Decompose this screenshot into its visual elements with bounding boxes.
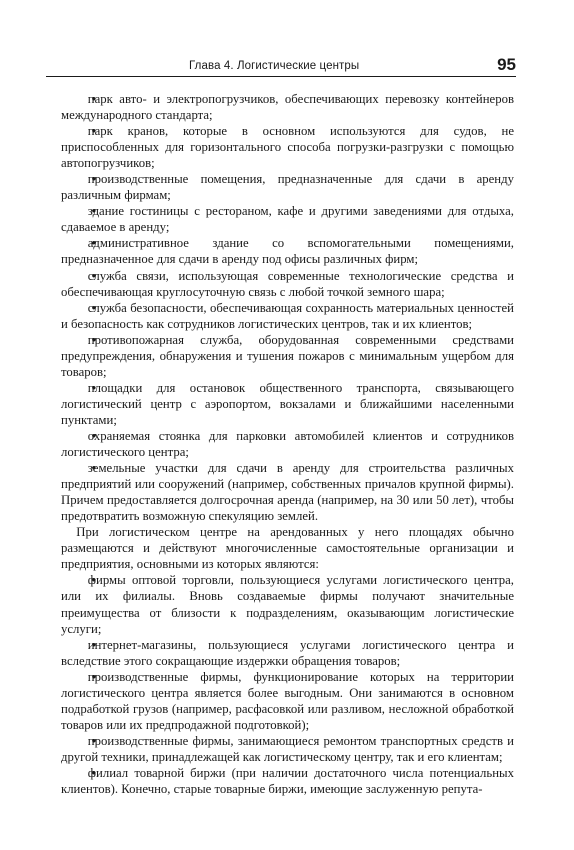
bullet-paragraph: • фирмы оптовой торговли, пользующиеся услугами логистического центра, или их филиалы. Вновь создаваемые фирмы получают значительные преимущества от близости к подразделениям, оказывающим логистические услуги; [61,572,514,636]
bullet-paragraph: • парк кранов, которые в основном используются для судов, не приспособленных для горизонтального способа погрузки-разгрузки с помощью автопогрузчиков; [61,123,514,171]
bullet-paragraph: • земельные участки для сдачи в аренду для строительства различных предприятий или сооружений (например, собственных причалов крупной фирмы). Причем предоставляется долгосрочная аренда (например, на 30 или 50 лет), чтобы предотвратить возможную спекуляцию землей. [61,460,514,524]
bullet-paragraph: • парк авто- и электропогрузчиков, обеспечивающих перевозку контейнеров международного стандарта; [61,91,514,123]
header-rule [46,76,516,77]
bullet-paragraph: • интернет-магазины, пользующиеся услугами логистического центра и вследствие этого сокращающие издержки обращения товаров; [61,637,514,669]
bullet-paragraph: • здание гостиницы с рестораном, кафе и другими заведениями для отдыха, сдаваемое в аренду; [61,203,514,235]
page-number: 95 [497,55,516,74]
bullet-paragraph: • производственные помещения, предназначенные для сдачи в аренду различным фирмам; [61,171,514,203]
bullet-paragraph: • площадки для остановок общественного транспорта, связывающего логистический центр с аэропортом, вокзалами и ближайшими населенными пунктами; [61,380,514,428]
chapter-title: Глава 4. Логистические центры [189,60,360,72]
bullet-paragraph: • служба связи, использующая современные технологические средства и обеспечивающая круглосуточную связь с любой точкой земного шара; [61,268,514,300]
bullet-paragraph: • производственные фирмы, функционирование которых на территории логистического центра является более выгодным. Они занимаются в основном подработкой грузов (например, расфасовкой или разливом, несложной обработкой товаров или их предпродажной подготовкой); [61,669,514,733]
bullet-paragraph: • служба безопасности, обеспечивающая сохранность материальных ценностей и безопасность как сотрудников логистических центров, так и их клиентов; [61,300,514,332]
bullet-paragraph: • филиал товарной биржи (при наличии достаточного числа потенциальных клиентов). Конечно, старые товарные биржи, имеющие заслуженную репута- [61,765,514,797]
body-text [61,91,514,797]
bullet-paragraph: • административное здание со вспомогательными помещениями, предназначенное для сдачи в аренду под офисы различных фирм; [61,235,514,267]
bullet-paragraph: • производственные фирмы, занимающиеся ремонтом транспортных средств и другой техники, принадлежащей как логистическому центру, так и его клиентам; [61,733,514,765]
running-header [46,56,516,78]
bullet-paragraph: • охраняемая стоянка для парковки автомобилей клиентов и сотрудников логистического центра; [61,428,514,460]
bullet-paragraph: • противопожарная служба, оборудованная современными средствами предупреждения, обнаружения и тушения пожаров с минимальным ущербом для товаров; [61,332,514,380]
body-paragraph: При логистическом центре на арендованных у него площадях обычно размещаются и действуют многочисленные самостоятельные организации и предприятия, основными из которых являются: [61,525,514,572]
